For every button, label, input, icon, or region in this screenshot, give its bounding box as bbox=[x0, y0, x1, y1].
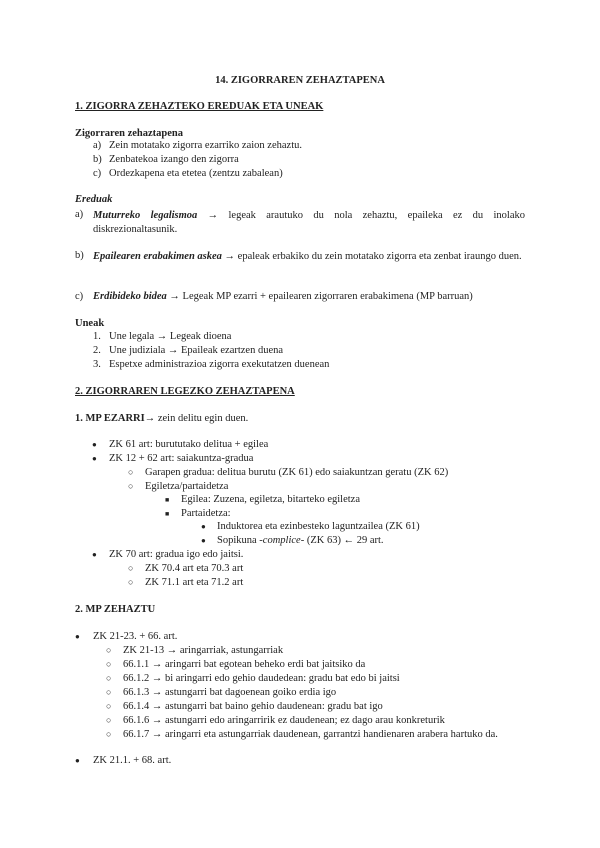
bullet-circle-icon: ○ bbox=[106, 645, 112, 655]
eredu-term: Erdibideko bidea bbox=[93, 291, 167, 302]
bullet-circle-icon: ○ bbox=[106, 659, 112, 669]
bullet-dot-icon: ● bbox=[75, 632, 80, 641]
list-item: ZK 21-23. + 66. art. bbox=[93, 631, 178, 642]
list-marker: a) bbox=[93, 140, 102, 151]
list-item: Ordezkapena eta etetea (zentzu zabalean) bbox=[109, 168, 283, 179]
bullet-circle-icon: ○ bbox=[128, 577, 134, 587]
list-item: ZK 12 + 62 art: saiakuntza-gradua bbox=[109, 453, 254, 464]
list-item: Zein motatako zigorra ezarriko zaion zehaztu. bbox=[109, 140, 302, 151]
bullet-dot-icon: ● bbox=[92, 550, 97, 559]
sopikuna-italic: complice bbox=[262, 535, 301, 546]
list-item: ZK 70 art: gradua igo edo jaitsi. bbox=[109, 549, 244, 560]
eredu-text: → legeak arautuko du nola zehaztu, epaileka ez du inolako diskrezionaltasunik. bbox=[93, 210, 526, 235]
bullet-circle-icon: ○ bbox=[128, 481, 134, 491]
section-1-heading: 1. ZIGORRA ZEHAZTEKO EREDUAK ETA UNEAK bbox=[75, 101, 324, 112]
eredu-text: → Legeak MP ezarri + epailearen zigorraren erabakimena (MP barruan) bbox=[166, 291, 473, 302]
list-item: ZK 21-13 → aringarriak, astungarriak bbox=[123, 645, 284, 656]
bullet-circle-icon: ○ bbox=[106, 729, 112, 739]
list-item bbox=[217, 535, 384, 548]
list-item: ZK 70.4 art eta 70.3 art bbox=[145, 563, 244, 574]
ereduak-heading: Ereduak bbox=[75, 194, 113, 205]
list-item bbox=[93, 209, 525, 237]
mp-ezarri-label: 1. MP EZARRI→ bbox=[75, 413, 156, 424]
bullet-square-icon: ■ bbox=[165, 496, 170, 504]
list-marker: 3. bbox=[93, 359, 101, 370]
list-item: Une judiziala → Epaileak ezartzen duena bbox=[109, 345, 284, 356]
bullet-dot-icon: ● bbox=[92, 454, 97, 463]
list-item: 66.1.6 → astungarri edo aringarririk ez daudenean; ez dago arau konkreturik bbox=[123, 715, 445, 726]
list-item: Partaidetza: bbox=[181, 508, 231, 519]
list-item: ZK 71.1 art eta 71.2 art bbox=[145, 577, 244, 588]
list-item: 66.1.2 → bi aringarri edo gehio daudedean: gradu bat edo bi jaitsi bbox=[123, 673, 400, 684]
list-item: Une legala → Legeak dioena bbox=[109, 331, 232, 342]
list-marker: b) bbox=[75, 250, 84, 261]
bullet-circle-icon: ○ bbox=[128, 467, 134, 477]
list-marker: 2. bbox=[93, 345, 101, 356]
section-2-heading: 2. ZIGORRAREN LEGEZKO ZEHAZTAPENA bbox=[75, 386, 295, 397]
zigorraren-zehaztapena-heading: Zigorraren zehaztapena bbox=[75, 128, 183, 139]
mp-ezarri-text: zein delitu egin duen. bbox=[155, 413, 249, 424]
list-item bbox=[93, 291, 473, 304]
bullet-square-icon: ■ bbox=[165, 510, 170, 518]
list-item bbox=[93, 250, 525, 264]
bullet-dot-icon: ● bbox=[201, 536, 206, 545]
bullet-dot-icon: ● bbox=[75, 756, 80, 765]
page-title: 14. ZIGORRAREN ZEHAZTAPENA bbox=[215, 75, 385, 86]
list-marker: 1. bbox=[93, 331, 101, 342]
bullet-circle-icon: ○ bbox=[106, 715, 112, 725]
bullet-circle-icon: ○ bbox=[106, 673, 112, 683]
uneak-heading: Uneak bbox=[75, 318, 105, 329]
list-item: Egiletza/partaidetza bbox=[145, 481, 229, 492]
list-item: ZK 61 art: burututako delitua + egilea bbox=[109, 439, 269, 450]
bullet-circle-icon: ○ bbox=[106, 701, 112, 711]
sopikuna-ref: - (ZK 63) ← 29 art. bbox=[300, 535, 384, 546]
bullet-dot-icon: ● bbox=[201, 522, 206, 531]
list-item: 66.1.1 → aringarri bat egotean beheko erdi bat jaitsiko da bbox=[123, 659, 366, 670]
eredu-text: → epaleak erbakiko du zein motatako zigorra eta zenbat iraungo duen. bbox=[221, 251, 522, 262]
list-marker: c) bbox=[93, 168, 102, 179]
list-item: 66.1.3 → astungarri bat dagoenean goiko erdia igo bbox=[123, 687, 337, 698]
list-item: Espetxe administrazioa zigorra exekutatzen duenean bbox=[109, 359, 330, 370]
list-item: Zenbatekoa izango den zigorra bbox=[109, 154, 239, 165]
mp-ezarri-line bbox=[75, 413, 248, 426]
bullet-circle-icon: ○ bbox=[128, 563, 134, 573]
sopikuna-text: Sopikuna - bbox=[217, 535, 263, 546]
list-item: Induktorea eta ezinbesteko laguntzailea (ZK 61) bbox=[217, 521, 420, 532]
list-item: Egilea: Zuzena, egiletza, bitarteko egiletza bbox=[181, 494, 360, 505]
eredu-term: Epailearen erabakimen askea bbox=[93, 251, 222, 262]
eredu-term: Muturreko legalismoa bbox=[93, 210, 198, 221]
list-item: Garapen gradua: delitua burutu (ZK 61) edo saiakuntzan geratu (ZK 62) bbox=[145, 467, 449, 478]
list-item: 66.1.7 → aringarri eta astungarriak daudenean, garrantzi handienaren arabera hartuko da. bbox=[123, 729, 498, 740]
bullet-circle-icon: ○ bbox=[106, 687, 112, 697]
list-item: 66.1.4 → astungarri bat baino gehio daudenean: gradu bat igo bbox=[123, 701, 383, 712]
list-marker: b) bbox=[93, 154, 102, 165]
section-3-heading: 2. MP ZEHAZTU bbox=[75, 604, 156, 615]
bullet-dot-icon: ● bbox=[92, 440, 97, 449]
list-item: ZK 21.1. + 68. art. bbox=[93, 755, 172, 766]
list-marker: c) bbox=[75, 291, 84, 302]
list-marker: a) bbox=[75, 209, 84, 220]
